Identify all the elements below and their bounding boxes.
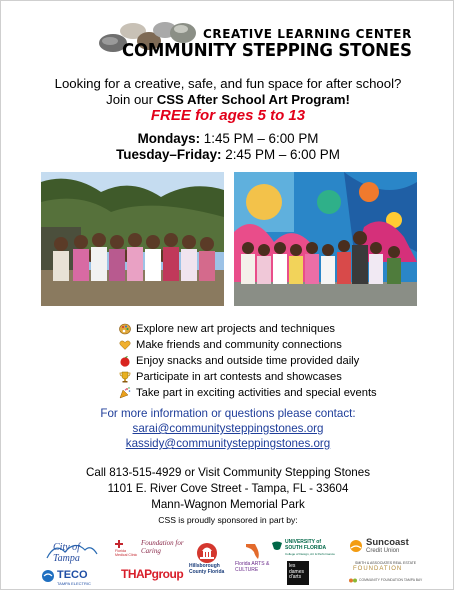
list-item bbox=[119, 369, 377, 385]
trophy-icon bbox=[119, 371, 131, 383]
schedule-time: 2:45 PM – 6:00 PM bbox=[221, 147, 340, 162]
les-dames-darts-logo bbox=[287, 561, 309, 585]
list-item bbox=[119, 337, 377, 353]
outdoor-group-photo bbox=[41, 172, 224, 306]
list-item-text: Explore new art projects and techniques bbox=[136, 323, 336, 335]
suncoast-subtext: Credit Union bbox=[366, 548, 400, 554]
suncoast-text: Suncoast bbox=[366, 537, 409, 548]
list-item-text: Participate in art contests and showcases bbox=[136, 371, 342, 383]
list-item-text: Enjoy snacks and outside time provided daily bbox=[136, 355, 360, 367]
florida-arts-culture-logo bbox=[235, 542, 275, 580]
call-line: Call 813-515-4929 or Visit Community Stepping Stones bbox=[86, 466, 370, 479]
apple-icon bbox=[119, 355, 131, 367]
park-line: Mann-Wagnon Memorial Park bbox=[151, 498, 305, 511]
benefits-list bbox=[119, 321, 377, 401]
intro-line-1: Looking for a creative, safe, and fun space for after school? bbox=[54, 76, 402, 91]
schedule-days: Mondays: bbox=[137, 131, 201, 146]
teco-text: TECO bbox=[57, 569, 88, 581]
intro-line-2 bbox=[1, 92, 454, 107]
mural-group-photo bbox=[234, 172, 417, 306]
contact-heading: For more information or questions please contact: bbox=[100, 407, 356, 420]
list-item bbox=[119, 353, 377, 369]
teco-sun-icon bbox=[41, 569, 55, 583]
list-item-text: Make friends and community connections bbox=[136, 339, 342, 351]
usf-logo bbox=[271, 538, 335, 558]
cfot-text: COMMUNITY FOUNDATION TAMPA BAY bbox=[359, 578, 423, 582]
program-name: CSS After School Art Program! bbox=[156, 92, 350, 107]
city-of-tampa-logo bbox=[45, 538, 99, 564]
logo-name: COMMUNITY STEPPING STONES bbox=[122, 40, 412, 61]
schedule-row bbox=[1, 147, 454, 162]
suncoast-credit-union-logo bbox=[349, 537, 421, 559]
usf-subtext: College of Design, Art & Performance bbox=[285, 552, 335, 556]
cfot-leaf-icon bbox=[349, 577, 357, 584]
palette-icon bbox=[119, 323, 131, 335]
list-item bbox=[119, 321, 377, 337]
intro-prefix: Join our bbox=[106, 92, 157, 107]
sponsor-heading: CSS is proudly sponsored in part by: bbox=[158, 515, 298, 525]
smith-text: SMITH & ASSOCIATES REAL ESTATE bbox=[355, 561, 417, 565]
teco-logo bbox=[41, 569, 103, 587]
list-item-text: Take part in exciting activities and special events bbox=[136, 387, 377, 399]
party-icon bbox=[119, 387, 131, 399]
email-link[interactable]: sarai@communitysteppingstones.org bbox=[132, 422, 324, 435]
community-foundation-tampa-bay-logo bbox=[349, 577, 421, 585]
hospital-text: Florida Medical Clinic bbox=[115, 549, 138, 557]
teco-subtext: TAMPA ELECTRIC bbox=[57, 581, 91, 586]
florida-medical-clinic-logo bbox=[115, 540, 139, 558]
schedule-row bbox=[1, 131, 454, 146]
florida-arts-text: Florida ARTS & CULTURE bbox=[235, 561, 270, 573]
sun-icon bbox=[349, 539, 363, 553]
usf-bull-icon bbox=[271, 540, 283, 552]
florida-state-icon bbox=[245, 542, 261, 560]
smith-subtext: FOUNDATION bbox=[353, 566, 403, 572]
list-item bbox=[119, 385, 377, 401]
thap-group-logo: THAPgroup bbox=[121, 567, 184, 581]
schedule-time: 1:45 PM – 6:00 PM bbox=[200, 131, 319, 146]
medical-cross-icon bbox=[115, 540, 123, 548]
tampa-text: City of Tampa bbox=[53, 542, 80, 564]
hillsborough-county-logo bbox=[191, 541, 223, 581]
schedule-days: Tuesday–Friday: bbox=[116, 147, 222, 162]
foundation-for-caring-logo: Foundation for Caring bbox=[141, 539, 184, 555]
address-line: 1101 E. River Cove Street - Tampa, FL - 33604 bbox=[107, 482, 349, 495]
free-ages-banner: FREE for ages 5 to 13 bbox=[150, 107, 306, 124]
smith-associates-foundation-logo bbox=[349, 561, 421, 575]
courthouse-dome-icon bbox=[195, 541, 219, 563]
email-link[interactable]: kassidy@communitysteppingstones.org bbox=[125, 437, 331, 450]
logo-tagline: CREATIVE LEARNING CENTER bbox=[203, 27, 412, 41]
usf-text: UNIVERSITY of SOUTH FLORIDA bbox=[285, 539, 327, 551]
heart-icon bbox=[119, 339, 131, 351]
hillsborough-text: Hillsborough County Florida bbox=[189, 563, 225, 575]
dames-text: les dames d'arts bbox=[289, 563, 305, 580]
